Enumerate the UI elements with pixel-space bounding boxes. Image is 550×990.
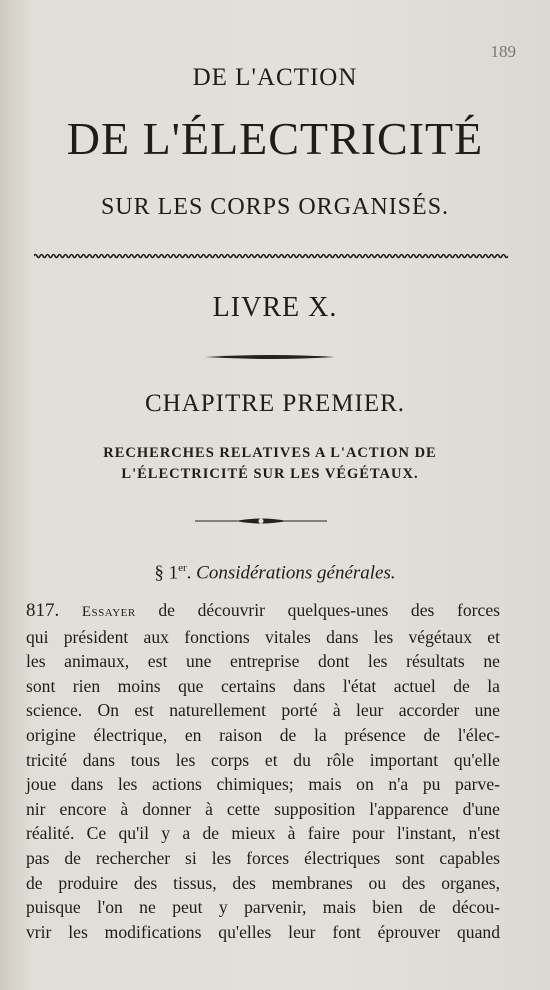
paragraph-817	[26, 598, 500, 944]
chapter-subtitle-line-2: L'ÉLECTRICITÉ SUR LES VÉGÉTAUX.	[121, 466, 419, 482]
chapter-heading: CHAPITRE PREMIER.	[144, 390, 406, 417]
section-title: Considérations générales.	[196, 562, 396, 584]
ornament-rule-bottom	[195, 515, 327, 527]
title-line-2: DE L'ÉLECTRICITÉ	[66, 113, 484, 164]
paragraph-number: 817.	[26, 600, 60, 621]
paragraph-line: science. On est naturellement porté à leur accorder une	[26, 700, 500, 721]
chapter-subtitle	[80, 443, 460, 485]
paragraph-line: origine électrique, en raison de la présence de l'élec-	[26, 724, 500, 745]
paragraph-line: qui président aux fonctions vitales dans les végétaux et	[26, 626, 500, 647]
paragraph-line: tricité dans tous les corps et du rôle important qu'elle	[26, 749, 500, 770]
chapter-subtitle-line-1: RECHERCHES RELATIVES A L'ACTION DE	[103, 445, 437, 461]
section-mark-sup: er	[178, 562, 187, 574]
paragraph-line: de produire des tissus, des membranes ou des organes,	[26, 872, 500, 893]
paragraph-line: puisque l'on ne peut y parvenir, mais bien de décou-	[26, 897, 500, 918]
title-line-1: DE L'ACTION	[192, 64, 358, 91]
paragraph-line: joue dans les actions chimiques; mais on n'a pu parve-	[26, 774, 500, 795]
paragraph-line: les animaux, est une entreprise dont les résultats ne	[26, 651, 500, 672]
book-heading: LIVRE X.	[212, 292, 338, 323]
paragraph-lead-word: Essayer	[81, 604, 136, 620]
section-mark: § 1	[154, 562, 179, 584]
paragraph-line: réalité. Ce qu'il y a de mieux à faire pour l'instant, n'est	[26, 823, 500, 844]
wavy-rule	[34, 252, 508, 260]
paragraph-line: pas de rechercher si les forces électriques sont capables	[26, 847, 500, 868]
paragraph-line: sont rien moins que certains dans l'état actuel de la	[26, 675, 500, 696]
paragraph-line: 817. Essayer de découvrir quelques-unes des forces	[26, 600, 500, 621]
section-heading: § 1er. Considérations générales.	[154, 562, 396, 584]
page-number: 189	[490, 42, 516, 61]
title-line-3: SUR LES CORPS ORGANISÉS.	[100, 194, 450, 220]
paragraph-line: nir encore à donner à cette supposition l'apparence d'une	[26, 798, 500, 819]
ornament-rule-top	[205, 352, 335, 362]
paragraph-line: vrir les modifications qu'elles leur font éprouver quand	[26, 921, 500, 942]
